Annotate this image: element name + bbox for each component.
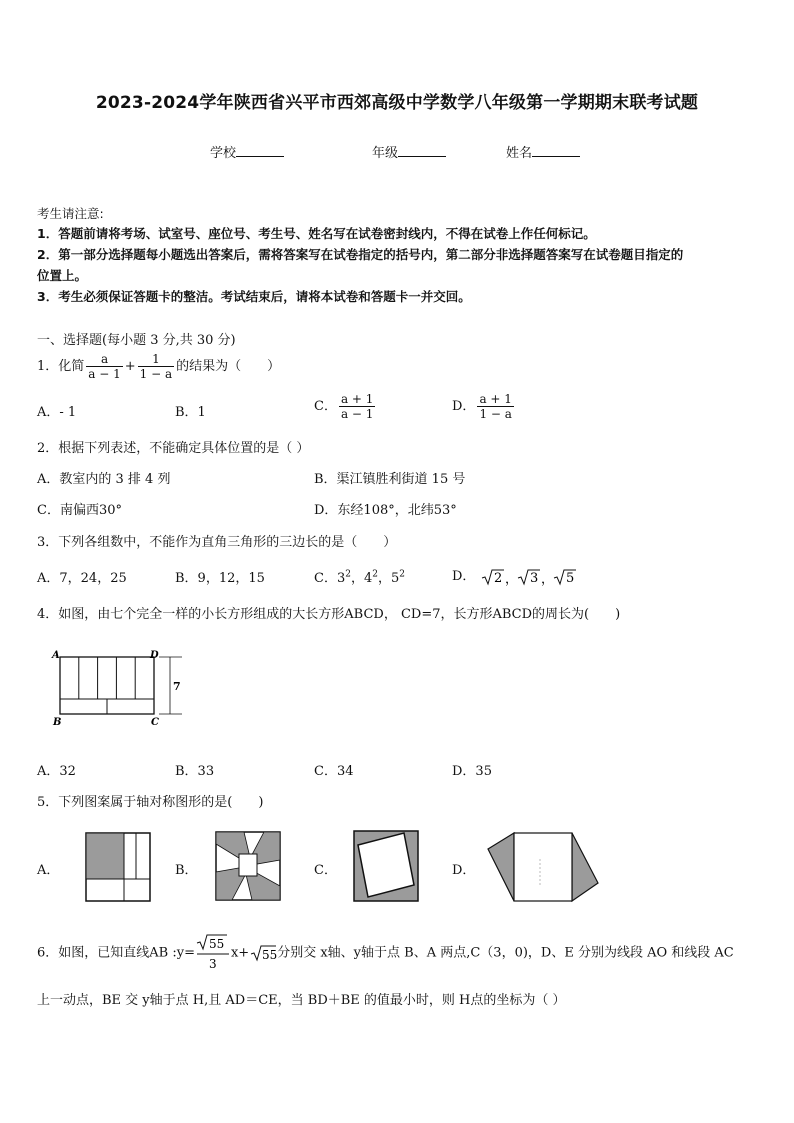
question-2-stem: 2．根据下列表述，不能确定具体位置的是（ ） xyxy=(37,441,310,456)
q1-c-numerator: a + 1 xyxy=(340,392,374,406)
q3-option-a[interactable]: A．7，24，25 xyxy=(37,571,127,586)
q1-option-c[interactable] xyxy=(314,392,377,421)
q5-option-b[interactable]: B． xyxy=(175,863,198,878)
q1-f2-numerator: 1 xyxy=(138,352,174,367)
q1-d-numerator: a + 1 xyxy=(479,392,512,406)
q3-c-exp-3: 2 xyxy=(399,569,405,580)
q5-figure-b xyxy=(214,830,282,902)
q1-prefix: 1．化简 xyxy=(37,359,85,374)
q3-d-pre: D． xyxy=(452,569,476,584)
q4-option-c[interactable]: C．34 xyxy=(314,764,354,779)
q3-c-exp-1: 2 xyxy=(345,569,351,580)
q1-f2-denominator: 1 − a xyxy=(139,367,173,381)
notice-item-1: 1．答题前请将考场、试室号、座位号、考生号、姓名写在试卷密封线内，不得在试卷上作任何标记。 xyxy=(37,226,596,241)
q3-c-exp-2: 2 xyxy=(372,569,378,580)
q3-d-radicand-2: 3 xyxy=(529,570,538,586)
q2-option-b[interactable]: B．渠江镇胜利街道 15 号 xyxy=(314,472,466,487)
q3-d-radicand-1: 2 xyxy=(493,570,502,586)
q3-c-pre: C．3 xyxy=(314,571,346,586)
q3-option-b[interactable]: B．9，12，15 xyxy=(175,571,265,586)
q3-d-radicals xyxy=(480,567,590,587)
q1-d-denominator: 1 − a xyxy=(479,407,512,421)
q1-option-b[interactable]: B．1 xyxy=(175,405,206,420)
name-field[interactable] xyxy=(506,142,580,161)
q1-option-d[interactable] xyxy=(452,392,516,421)
question-1-stem xyxy=(37,352,280,381)
q5-option-c[interactable]: C． xyxy=(314,863,337,878)
q4-option-b[interactable]: B．33 xyxy=(175,764,215,779)
name-blank[interactable] xyxy=(532,144,580,157)
q5-option-a[interactable]: A． xyxy=(37,863,60,878)
q4-label-b: B xyxy=(53,717,62,728)
q2-option-c[interactable]: C．南偏西30° xyxy=(37,503,122,518)
notice-heading: 考生请注意: xyxy=(37,206,104,221)
grade-blank[interactable] xyxy=(398,144,446,157)
q4-label-d: D xyxy=(150,650,159,661)
q5-option-d[interactable]: D． xyxy=(452,863,476,878)
q4-option-a[interactable]: A．32 xyxy=(37,764,76,779)
question-6-line-1 xyxy=(37,933,734,973)
grade-label: 年级 xyxy=(372,146,399,161)
q5-figure-c xyxy=(352,829,420,903)
question-4-stem: 4．如图，由七个完全一样的小长方形组成的大长方形ABCD， CD=7，长方形ABCD的周长为( ) xyxy=(37,607,621,622)
q3-d-radicand-3: 5 xyxy=(565,570,574,586)
q6-line-1-mid: x+ xyxy=(230,945,250,961)
notice-item-3: 3．考生必须保证答题卡的整洁。考试结束后，请将本试卷和答题卡一并交回。 xyxy=(37,289,471,304)
q6-fraction-numerator: 55 xyxy=(208,937,225,951)
grade-field[interactable] xyxy=(372,142,446,161)
q6-fraction-denominator: 3 xyxy=(208,957,217,971)
q1-option-c-label: C． xyxy=(314,399,337,414)
page-title: 2023-2024学年陕西省兴平市西郊高级中学数学八年级第一学期期末联考试题 xyxy=(95,93,699,113)
school-blank[interactable] xyxy=(236,144,284,157)
q1-f1-denominator: a − 1 xyxy=(88,367,121,381)
q1-fraction-1 xyxy=(86,352,122,381)
question-3-stem: 3．下列各组数中，不能作为直角三角形的三边长的是（ ） xyxy=(37,535,397,550)
q4-label-a: A xyxy=(52,650,60,661)
question-6-line-2: 上一动点，BE 交 y轴于点 H,且 AD＝CE，当 BD＋BE 的值最小时，则 H点的坐标为（ ） xyxy=(37,993,566,1008)
q4-label-c: C xyxy=(151,717,159,728)
q1-plus: + xyxy=(124,359,136,374)
notice-item-2: 2．第一部分选择题每小题选出答案后，需将答案写在试卷指定的括号内，第二部分非选择题答案写在试卷题目指定的 xyxy=(37,247,684,262)
q4-option-d[interactable]: D．35 xyxy=(452,764,492,779)
q1-f1-numerator: a xyxy=(86,352,122,367)
q3-d-comma-2: ， xyxy=(540,571,554,587)
q3-option-d[interactable] xyxy=(452,565,590,587)
q4-rectangle-figure xyxy=(44,645,194,730)
q2-option-d[interactable]: D．东经108°，北纬53° xyxy=(314,503,457,518)
q5-figure-d xyxy=(484,829,602,905)
q1-option-a[interactable]: A．- 1 xyxy=(37,405,77,420)
q6-fraction xyxy=(195,933,231,973)
q3-c-mid-2: ，5 xyxy=(377,571,400,586)
q1-suffix: 的结果为（ ） xyxy=(176,359,281,374)
q6-line-1-pre: 6．如图，已知直线AB :y= xyxy=(37,945,195,961)
q6-radical xyxy=(249,943,277,963)
school-label: 学校 xyxy=(210,146,237,161)
q6-line-1-post: 分别交 x轴、y轴于点 B、A 两点,C（3，0)，D、E 分别为线段 AO 和线段 AC xyxy=(277,945,734,961)
q4-dimension: 7 xyxy=(173,680,181,693)
section-heading: 一、选择题(每小题 3 分,共 30 分) xyxy=(37,333,236,348)
q5-figure-a xyxy=(84,831,152,903)
q6-radicand: 55 xyxy=(262,948,278,962)
q3-d-comma-1: ， xyxy=(504,571,518,587)
q1-c-denominator: a − 1 xyxy=(340,407,374,421)
question-5-stem: 5．下列图案属于轴对称图形的是( ) xyxy=(37,795,264,810)
q1-fraction-2 xyxy=(138,352,174,381)
name-label: 姓名 xyxy=(506,146,533,161)
notice-item-2-cont: 位置上。 xyxy=(37,268,88,283)
q1-option-d-label: D． xyxy=(452,399,476,414)
q2-option-a[interactable]: A．教室内的 3 排 4 列 xyxy=(37,472,171,487)
q3-c-mid-1: ，4 xyxy=(350,571,373,586)
q3-option-c[interactable] xyxy=(314,567,405,586)
school-field[interactable] xyxy=(210,142,284,161)
